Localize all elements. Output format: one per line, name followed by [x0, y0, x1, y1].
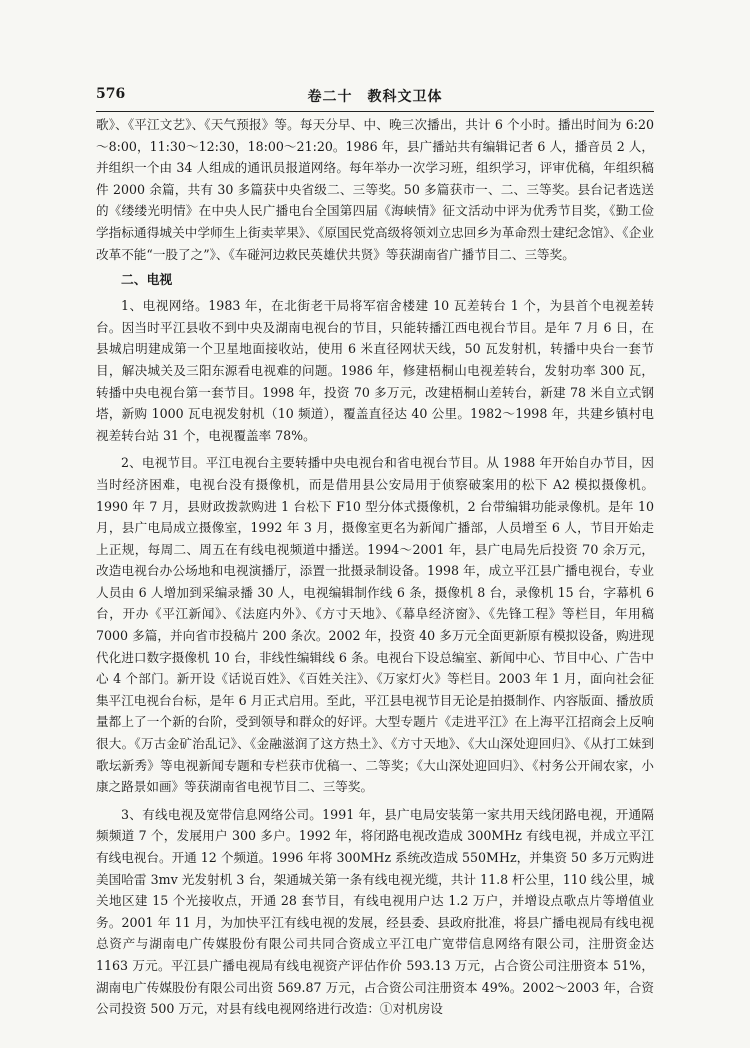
- paragraph-tv-programs: 2、电视节目。平江电视台主要转播中央电视台和省电视台节目。从 1988 年开始自办节目，因当时经济困难，电视台没有摄像机，而是借用县公安局用于侦察破案用的松下 A2 模拟摄像机。1990 年 7 月，县财政拨款购进 1 台松下 F10 型分体式摄像机，2 台带编辑功能录像机。是年 10 月，县广电局成立摄像室，1992 年 3 月，摄像室更名为新闻广播部，人员增至 6 人，节目开始走上正规，每周二、周五在有线电视频道中播送。1994～2001 年，县广电局先后投资 70 余万元，改造电视台办公场地和电视演播厅，添置一批摄录制设备。1998 年，成立平江县广播电视台，专业人员由 6 人增加到采编录播 30 人，电视编辑制作线 6 条，摄像机 8 台，录像机 15 台，字幕机 6 台，开办《平江新闻》、《法庭内外》、《方寸天地》、《幕阜经济窗》、《先锋工程》等栏目，年用稿 7000 多篇，并向省市投稿片 200 条次。2002 年，投资 40 多万元全面更新原有模拟设备，购进现代化进口数字摄像机 10 台，非线性编辑线 6 条。电视台下设总编室、新闻中心、节目中心、广告中心 4 个部门。新开设《话说百姓》、《百姓关注》、《万家灯火》等栏目。2003 年 1 月，面向社会征集平江电视台台标，是年 6 月正式启用。至此，平江县电视节目无论是拍摄制作、内容版面、播放质量都上了一个新的台阶，受到领导和群众的好评。大型专题片《走进平江》在上海平江招商会上反响很大。《万古金矿治乱记》、《金融滋润了这方热土》、《方寸天地》、《大山深处迎回归》、《从打工妹到歌坛新秀》等电视新闻专题和专栏获市优稿一、二等奖；《大山深处迎回归》、《村务公开闹农家，小康之路景如画》等获湖南省电视节目二、三等奖。: [96, 455, 654, 795]
- page-header: [96, 84, 654, 110]
- page-body: [96, 114, 654, 1026]
- chapter-title: 卷二十 教科文卫体: [307, 89, 443, 105]
- paragraph-tv-network: 1、电视网络。1983 年，在北街老干局将军宿舍楼建 10 瓦差转台 1 个，为县首个电视差转台。因当时平江县收不到中央及湖南电视台的节目，只能转播江西电视台节目。是年 7 月 6 日，在县城启明建成第一个卫星地面接收站，使用 6 米直径网状天线，50 瓦发射机，转播中央台一套节目，解决城关及三阳东源看电视难的问题。1986 年，修建梧桐山电视差转台，发射功率 300 瓦，转播中央电视台第一套节目。1998 年，投资 70 多万元，改建梧桐山差转台，新建 78 米自立式钢塔，新购 1000 瓦电视发射机（10 频道），覆盖直径达 40 公里。1982～1998 年，共建乡镇村电视差转台站 31 个，电视覆盖率 78%。: [96, 298, 654, 443]
- header-rule: [96, 111, 654, 112]
- paragraph-radio-awards: 歌》、《平江文艺》、《天气预报》等。每天分早、中、晚三次播出，共计 6 个小时。播出时间为 6:20～8:00，11:30～12:30，18:00～21:20。1986 年，县广播站共有编辑记者 6 人，播音员 2 人，并组织一个由 34 人组成的通讯员报道网络。每年举办一次学习班，组织学习，评审优稿，年组织稿件 2000 余篇，共有 30 多篇获中央省级二、三等奖。50 多篇获市一、二、三等奖。县台记者选送的《缕缕光明情》在中央人民广播电台全国第四届《海峡情》征文活动中评为优秀节目奖，《勤工俭学指标通得城关中学师生上街卖苹果》、《原国民党高级将领刘立忠回乡为革命烈士建纪念馆》、《企业改革不能“一股了之”》、《车碰河边救民英雄伏共贤》等获湖南省广播节目二、三等奖。: [96, 117, 654, 262]
- paragraph-cable-broadband: 3、有线电视及宽带信息网络公司。1991 年，县广电局安装第一家共用天线闭路电视，开通隔频频道 7 个，发展用户 300 多户。1992 年，将闭路电视改造成 300MHz 有线电视，并成立平江有线电视台。开通 12 个频道。1996 年将 300MHz 系统改造成 550MHz，并集资 50 多万元购进美国哈雷 3mv 光发射机 3 台，架通城关第一条有线电视光缆，共计 11.8 杆公里，110 线公里，城关地区建 15 个光接收点，开通 28 套节目，有线电视用户达 1.2 万户，并增设点歌点片等增值业务。2001 年 11 月，为加快平江有线电视的发展，经县委、县政府批准，将县广播电视局有线电视总资产与湖南电广传媒股份有限公司共同合资成立平江电广宽带信息网络有限公司，注册资金达 1163 万元。平江县广播电视局有线电视资产评估作价 593.13 万元，占合资公司注册资本 51%，湖南电广传媒股份有限公司出资 569.87 万元，占合资公司注册资本 49%。2002～2003 年，合资公司投资 500 万元，对县有线电视网络进行改造：①对机房设: [96, 806, 654, 1017]
- page-number: 576: [96, 86, 126, 102]
- section-heading-tv: 二、电视: [121, 273, 173, 289]
